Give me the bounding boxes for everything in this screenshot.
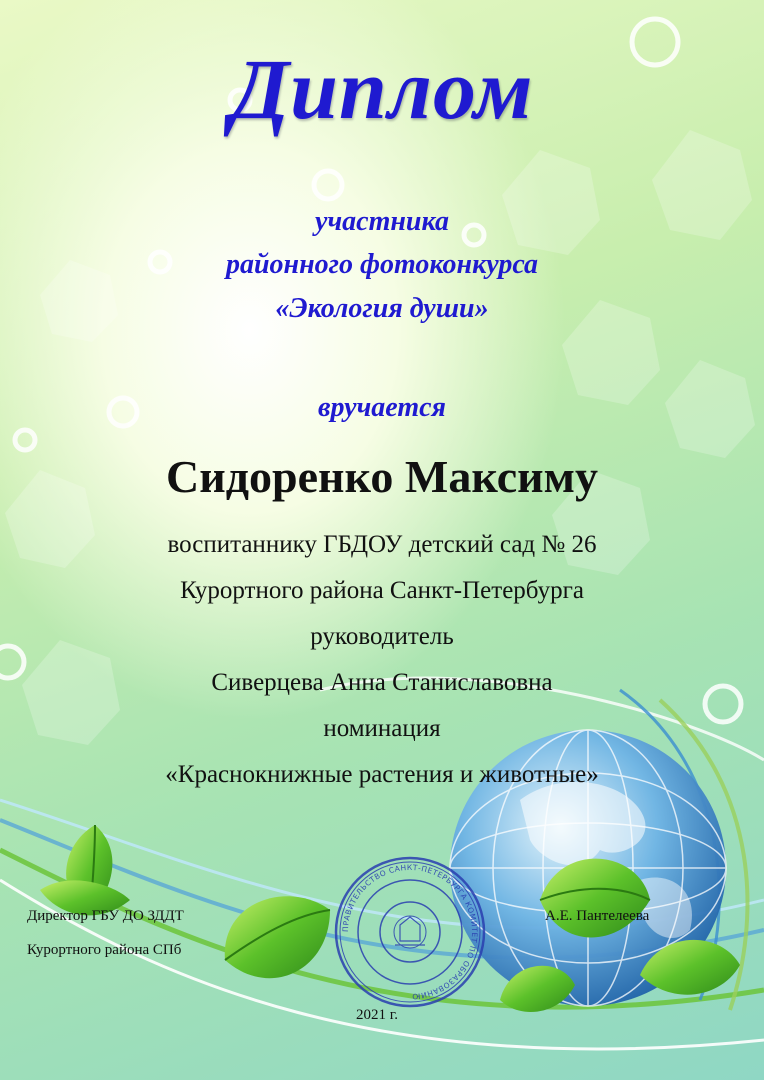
recipient-details bbox=[0, 522, 764, 798]
issue-date: 2021 г. bbox=[356, 1007, 398, 1023]
signature-name: А.Е. Пантелеева bbox=[545, 908, 650, 924]
svg-text:ПРАВИТЕЛЬСТВО САНКТ-ПЕТЕРБУРГА bbox=[341, 863, 479, 1001]
diploma-subtitle bbox=[0, 200, 764, 330]
signature-position-line2: Курортного района СПб bbox=[27, 942, 182, 958]
subtitle-line: районного фотоконкурса bbox=[225, 249, 539, 281]
diploma-title: Диплом bbox=[230, 41, 534, 137]
details-line: воспитаннику ГБДОУ детский сад № 26 bbox=[167, 531, 597, 558]
details-line: руководитель bbox=[310, 623, 454, 650]
seal-stamp-icon bbox=[333, 855, 487, 1009]
contest-name: «Экология души» bbox=[275, 292, 489, 324]
signature-position-line1: Директор ГБУ ДО ЗДДТ bbox=[27, 908, 184, 924]
subtitle-line: участника bbox=[315, 206, 449, 237]
awarded-label: вручается bbox=[318, 392, 446, 423]
recipient-name: Сидоренко Максиму bbox=[166, 451, 598, 502]
details-line: номинация bbox=[323, 715, 441, 742]
details-line: Курортного района Санкт-Петербурга bbox=[180, 577, 584, 604]
nomination-name: «Краснокнижные растения и животные» bbox=[165, 761, 599, 788]
supervisor-name: Сиверцева Анна Станиславовна bbox=[211, 669, 553, 696]
stamp-outer-text: ПРАВИТЕЛЬСТВО САНКТ-ПЕТЕРБУРГА КОМИТЕТ ПО ОБРАЗОВАНИЮ bbox=[340, 862, 480, 1002]
